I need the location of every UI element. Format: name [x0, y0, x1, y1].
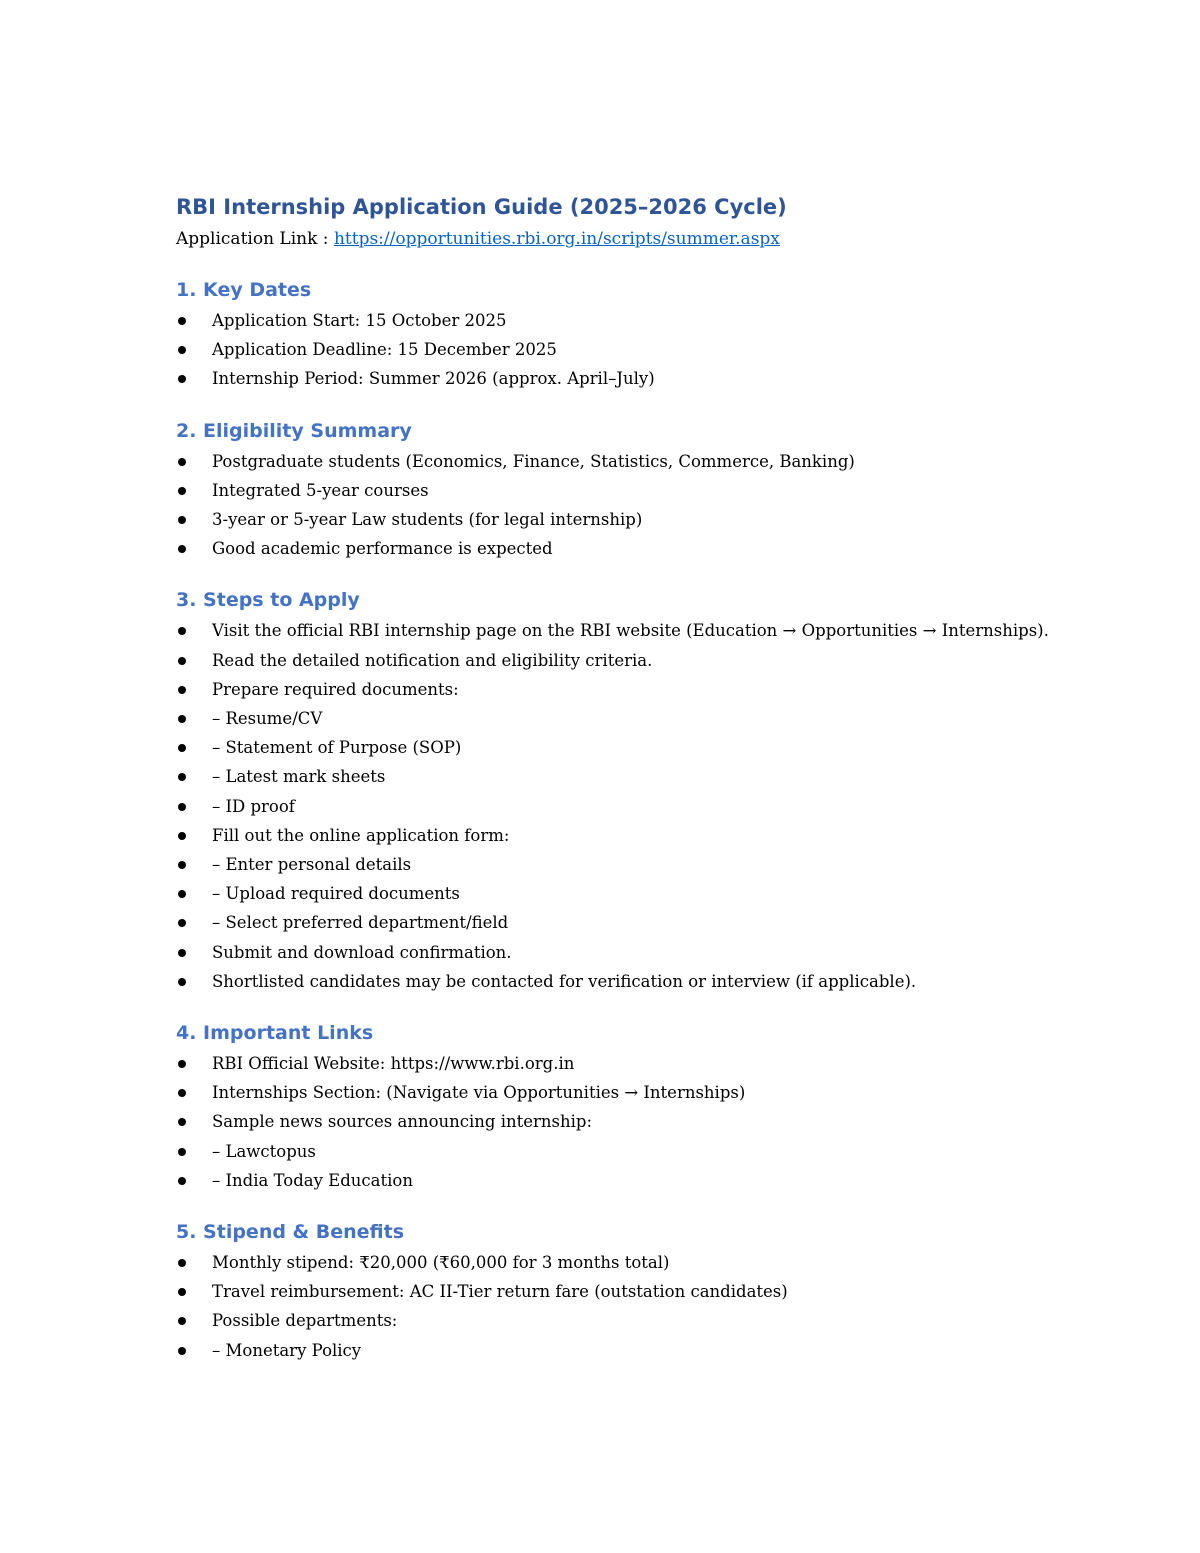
list-item: – India Today Education [176, 1166, 1056, 1195]
list-item: Internship Period: Summer 2026 (approx. April–July) [176, 364, 1056, 393]
list-item: – Monetary Policy [176, 1336, 1056, 1365]
list-item: Travel reimbursement: AC II-Tier return fare (outstation candidates) [176, 1277, 1056, 1306]
bullet-icon [178, 545, 186, 553]
section-heading-important-links: 4. Important Links [176, 1022, 374, 1045]
list-item: Postgraduate students (Economics, Finance, Statistics, Commerce, Banking) [176, 447, 1056, 476]
bullet-icon [178, 803, 186, 811]
bullet-icon [178, 627, 186, 635]
bullet-icon [178, 1089, 186, 1097]
bullet-icon [178, 773, 186, 781]
bullet-icon [178, 715, 186, 723]
steps-list [176, 616, 1056, 996]
list-item: – ID proof [176, 792, 1056, 821]
list-item: Sample news sources announcing internship: [176, 1107, 1056, 1136]
application-link-label: Application Link : [176, 229, 334, 249]
bullet-icon [178, 317, 186, 325]
key-dates-list [176, 306, 1056, 394]
bullet-icon [178, 1177, 186, 1185]
list-item: – Select preferred department/field [176, 908, 1056, 937]
list-item: Read the detailed notification and eligibility criteria. [176, 646, 1056, 675]
list-item: – Statement of Purpose (SOP) [176, 733, 1056, 762]
bullet-icon [178, 1288, 186, 1296]
section-heading-key-dates: 1. Key Dates [176, 279, 312, 301]
bullet-icon [178, 686, 186, 694]
list-item: RBI Official Website: https://www.rbi.org.in [176, 1049, 1056, 1078]
bullet-icon [178, 978, 186, 986]
bullet-icon [178, 1259, 186, 1267]
section-heading-eligibility: 2. Eligibility Summary [176, 419, 412, 442]
bullet-icon [178, 375, 186, 383]
list-item: Internships Section: (Navigate via Opportunities → Internships) [176, 1078, 1056, 1107]
bullet-icon [178, 744, 186, 752]
bullet-icon [178, 487, 186, 495]
section-heading-stipend: 5. Stipend & Benefits [176, 1221, 404, 1244]
application-link[interactable]: https://opportunities.rbi.org.in/scripts/summer.aspx [333, 229, 780, 249]
list-item: – Resume/CV [176, 704, 1056, 733]
document-title: RBI Internship Application Guide (2025–2026 Cycle) [176, 195, 787, 219]
list-item: 3-year or 5-year Law students (for legal internship) [176, 505, 1056, 534]
list-item: – Lawctopus [176, 1137, 1056, 1166]
bullet-icon [178, 1317, 186, 1325]
list-item: – Enter personal details [176, 850, 1056, 879]
bullet-icon [178, 657, 186, 665]
bullet-icon [178, 516, 186, 524]
list-item: Integrated 5-year courses [176, 476, 1056, 505]
bullet-icon [178, 1148, 186, 1156]
list-item: Shortlisted candidates may be contacted for verification or interview (if applicable). [176, 967, 1056, 996]
list-item: Possible departments: [176, 1306, 1056, 1335]
list-item: Visit the official RBI internship page on the RBI website (Education → Opportunities → Internships). [176, 616, 1056, 645]
list-item: – Latest mark sheets [176, 762, 1056, 791]
bullet-icon [178, 919, 186, 927]
document-content [176, 190, 1056, 1365]
list-item: Application Deadline: 15 December 2025 [176, 335, 1056, 364]
bullet-icon [178, 1118, 186, 1126]
bullet-icon [178, 1347, 186, 1355]
application-link-line [176, 224, 1056, 254]
eligibility-list [176, 447, 1056, 564]
bullet-icon [178, 832, 186, 840]
list-item: Monthly stipend: ₹20,000 (₹60,000 for 3 months total) [176, 1248, 1056, 1277]
list-item: Good academic performance is expected [176, 534, 1056, 563]
bullet-icon [178, 861, 186, 869]
bullet-icon [178, 1060, 186, 1068]
bullet-icon [178, 890, 186, 898]
list-item: Prepare required documents: [176, 675, 1056, 704]
important-links-list [176, 1049, 1056, 1195]
list-item: Fill out the online application form: [176, 821, 1056, 850]
bullet-icon [178, 346, 186, 354]
list-item: Application Start: 15 October 2025 [176, 306, 1056, 335]
bullet-icon [178, 949, 186, 957]
section-heading-steps: 3. Steps to Apply [176, 589, 360, 612]
list-item: – Upload required documents [176, 879, 1056, 908]
stipend-list [176, 1248, 1056, 1365]
list-item: Submit and download confirmation. [176, 938, 1056, 967]
bullet-icon [178, 458, 186, 466]
